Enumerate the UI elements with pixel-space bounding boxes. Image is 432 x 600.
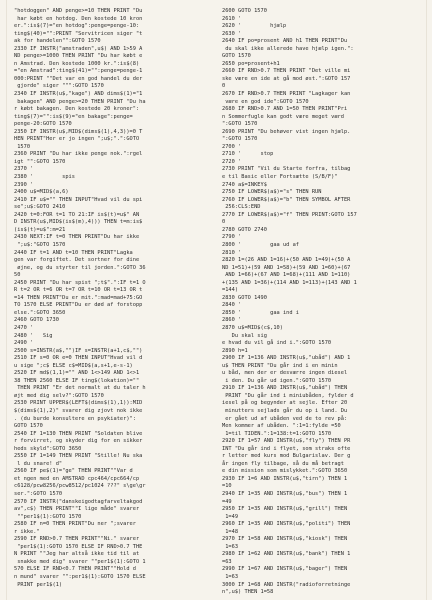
code-line: =49 (222, 498, 232, 505)
code-line: 2770 IF LOWER$(a$)="f" THEN PRINT:GOTO 157 (222, 211, 357, 218)
code-line: igt "":GOTO 1570 (14, 158, 66, 165)
code-line: 2470 ' (14, 324, 34, 331)
code-line: 2740 a$=INKEY$ (222, 181, 267, 188)
code-line: r købt bakagen. Den kostede 20 kroner": (14, 106, 140, 113)
code-line: ting$(7)="":is$(9)="en bakage":penge= (14, 113, 133, 120)
code-line: 2930 IF 1=6 AND INSTR(u$,"tirn") THEN 1 (222, 475, 348, 482)
code-line: 3000 IF 1=68 AND INSTR("radioforretninge (222, 581, 351, 588)
code-line: 2500 s=INSTR(a$,"")IF s=INSTR(a+1,c$,"") (14, 347, 143, 354)
code-line: 2760 IF LOWER$(a$)="b" THEN SYMBOL AFTER (222, 196, 351, 203)
code-line: +(135 AND 1=36)+(114 AND 1=113)+(143 AND 1 (222, 279, 357, 286)
code-line: 2590 IF RND>0.7 THEN PRINT""Ni." svarer (14, 536, 140, 543)
code-line: 1=49 (222, 513, 239, 520)
code-line: GOTO 1570 (222, 53, 251, 60)
code-line: 2650 po=prosent+h1 (222, 60, 280, 67)
code-line: er.":is$(7)="en hotdog":penge=penge-10: (14, 23, 140, 30)
code-line: Men kommer af ubåden. ":1=1:fylde =50 (222, 423, 341, 430)
code-line: 2860 ' (222, 317, 242, 324)
code-line: THEN PRINT "Er det normalt at du taler h (14, 385, 146, 392)
code-line: i den. Du går ud igen.":GOTO 1570 (222, 377, 332, 384)
code-line: 2480 ' Sig (14, 332, 53, 339)
code-line: 2870 u$=MID$(c$,10) (222, 324, 283, 331)
code-line: ="en Amstrad":ting$(41)="":penge=penge-1 (14, 68, 143, 75)
code-line: ":GOTO 1570 (222, 136, 258, 143)
code-line: 2390 ' (14, 181, 34, 188)
code-line: bakagen" AND penge>=20 THEN PRINT "Du ha (14, 98, 146, 105)
code-line: l du snare! d" (14, 460, 63, 467)
code-line: 2790 ' (222, 234, 242, 241)
code-line: minutters sejlads går du op i land. Du (222, 407, 348, 414)
code-line: D INSTR(u$,MID$(is$(m),4))) THEN t=m:is$ (14, 219, 143, 226)
code-line: gen var forgiftet. Det sortner for dine (14, 257, 140, 264)
code-line: 000:PRINT ""Det var en god handel du der (14, 75, 143, 82)
code-line: AND 1=66)+(67 AND 1=68)+(111 AND 1=110) (222, 272, 351, 279)
code-line: 1=48 (222, 528, 239, 535)
code-line: PRINT "Du går ind i miniubåden, fylder d (222, 392, 354, 399)
code-line: ND penge>=1000 THEN PRINT "Du har købt e (14, 53, 143, 60)
code-line: 2710 ' stop (222, 151, 274, 158)
code-line: c6128/pcw8256/pcw8512/pc1024 ???" s\ge\gr (14, 483, 146, 490)
code-line: 2660 IF RND>0.7 THEN PRINT "Det ville mi (222, 68, 351, 75)
code-line: 2330 IF INSTR("amstraden",u$) AND 1>59 A (14, 45, 143, 52)
code-line: (is$(t)=u$":m=21 (14, 226, 66, 233)
code-line: ""per1$(1):GOTO 1570 (14, 513, 82, 520)
code-line: "per1$(1):GOTO 1570 ELSE IF RND>0.7 THE (14, 543, 143, 550)
code-line: =14 THEN PRINT"Du er mit.":mad=mad+75:GO (14, 294, 143, 301)
code-line: gjorde" siger """:GOTO 1570 (14, 83, 104, 90)
code-line: "hotdoggen" AND penge>=10 THEN PRINT "Du (14, 8, 143, 14)
code-line: r letter med kurs mod Bulgarislav. Der g (222, 453, 351, 460)
code-line: $(dims$(1),2)" svarer dig zjovt nok ikke (14, 407, 143, 414)
code-line: PRINT per1$(1) (14, 581, 63, 588)
code-line: e hvad du vil gå ind i.":GOTO 1570 (222, 340, 332, 347)
code-line: 0 (222, 83, 226, 90)
code-line: r ikke." (14, 528, 40, 535)
code-line: 2630 ' (222, 30, 242, 37)
code-line: 2890 h=1 (222, 347, 248, 354)
code-line: 2550 IF 1=149 THEN PRINT "Stille! Nu ska (14, 453, 143, 460)
code-line: TO 1570 ELSE PRINT"Du er død af forstopp (14, 302, 143, 309)
code-line: penge-20:GOTO 1570 (14, 121, 72, 128)
code-line: 2670 IF RND>0.7 THEN PRINT "Lagkager kan (222, 91, 351, 98)
code-line: 2610 ' (222, 15, 242, 22)
code-line: heds skyld":GOTO 3650 (14, 445, 82, 452)
code-line: ser.":GOTO 1570 (14, 491, 63, 497)
code-line: 2690 PRINT "Du behøver vist ingen hjælp. (222, 128, 351, 135)
code-line: 2730 PRINT "Vil du Starte forfra, tilbag (222, 166, 351, 173)
code-line: u båd, men der er desværre ingen diesel (222, 370, 348, 377)
code-line: else.":GOTO 3650 (14, 309, 66, 316)
code-line: har købt en hotdog. Den kostede 10 kron (14, 15, 143, 22)
code-line: 2570 IF INSTR("danskeigodtagfarveltakgod (14, 498, 143, 505)
code-line: 1=63 (222, 543, 239, 550)
code-line: 2980 IF 1=62 AND INSTR(u$,"bank") THEN 1 (222, 551, 351, 558)
code-line: 2640 IF po=prosent AND h1 THEN PRINT"Du (222, 38, 348, 45)
code-line: 1570 (14, 143, 31, 150)
code-line: GOTO 1570 (14, 423, 43, 430)
code-line: 1=til TIDEN.":1=138:t=1:GOTO 1570 (222, 430, 332, 437)
code-line: 2560 IF pe$(1)="ge" THEN PRINT""Var d (14, 468, 133, 475)
code-line: r forvirret, og skyder dig for en sikker (14, 438, 143, 445)
code-line: ND 1=51)+(59 AND 1=58)+(59 AND 1=60)+(67 (222, 264, 351, 271)
code-line: ";u$:"GOTO 1570 (14, 241, 66, 248)
code-line: n Amstrad. Den kostede 1000 kr.":is$(8) (14, 60, 140, 67)
code-line: se";u$:GOTO 2410 (14, 204, 66, 211)
code-line: 2850 ' gaa ind i (222, 309, 300, 316)
code-line: 256:CLS:END (222, 204, 261, 211)
code-line: 2380 ' spis (14, 174, 75, 181)
code-line: 2970 IF 1=58 AND INSTR(u$,"kiosk") THEN (222, 536, 348, 543)
code-line: 570 ELSE IF RND<0.7 THEN PRINT""Hold d (14, 566, 136, 573)
code-line: 2370 ' (14, 166, 34, 173)
code-line: e din mission som mislykket.":GOTO 3650 (222, 468, 348, 475)
margin-line-right (426, 0, 427, 600)
code-line: 2400 u$=MID$(a,6) (14, 189, 69, 196)
code-line: 2600 GOTO 1570 (222, 8, 267, 14)
code-line: =10 (222, 483, 232, 490)
code-line: 50 (14, 272, 21, 279)
code-line: 2420 t=0:FOR t=1 TO 21:IF is$(t)=u$" AN (14, 211, 140, 218)
code-line: 2830 GOTO 1490 (222, 294, 267, 301)
code-line: et ngen med en AMSTRAD cpc464/cpc664/cp (14, 475, 140, 482)
code-line: . (du burde konsultere en psykiater)": (14, 415, 136, 422)
code-line: er gået ud af ubåden ved de to rev på: (222, 415, 351, 422)
code-line: 2510 IF s=0 OR e=0 THEN INPUT"Hvad vil d (14, 355, 143, 362)
code-line: øjne, og du styrter til jorden.":GOTO 36 (14, 264, 146, 271)
margin-line-left (6, 0, 7, 600)
code-line: 2540 IF 1=130 THEN PRINT "Soldaten blive (14, 430, 143, 437)
code-line: øjt med dig selv?":GOTO 1570 (14, 392, 104, 399)
code-line: av",c$) THEN PRINT""I lige måde" svarer (14, 506, 140, 513)
code-line: n Sommerfugle kan godt være meget værd (222, 113, 344, 120)
code-line: 2530 PRINT UPPER$(LEFT$(dims$(1),1)):MID (14, 400, 143, 407)
code-line: iesel på og begynder at sejle. Efter 20 (222, 400, 348, 407)
code-line: ske være en ide at gå mod øst.":GOTO 157 (222, 75, 351, 82)
code-line: være en god ide":GOTO 1570 (222, 98, 309, 105)
code-line: 2620 ' hjælp (222, 23, 287, 30)
code-line: år ingen fly tilbage, så du må betragt (222, 460, 344, 467)
code-line: 2440 IF t=1 AND t=10 THEN PRINT"Lagka (14, 249, 133, 256)
code-line: 2580 IF n=0 THEN PRINT"Du ner ";svarer (14, 521, 136, 528)
code-line: 38 THEN 2560 ELSE IF ting$(lokation)="" (14, 377, 140, 384)
code-line: 2960 IF 1=35 AND INSTR(u$,"politi") THEN (222, 521, 351, 528)
code-line: 2340 IF INSTR(u$,"kage") AND dims$(1)="1 (14, 91, 143, 98)
code-line: 2520 IF md$(1,1)="" AND 1<>149 AND 1<>1 (14, 370, 140, 377)
code-line: ak for handelen"":GOTO 1570 (14, 38, 101, 45)
code-line: 2820 1=(26 AND 1=16)+(50 AND 1=49)+(50 A (222, 257, 351, 264)
code-line: =63 (222, 558, 232, 565)
code-line: 2920 IF 1=57 AND INSTR(u$,"fly") THEN PR (222, 438, 351, 445)
code-line: 2490 ' (14, 340, 34, 347)
code-line: 2450 PRINT "Du har spist ";t$".":IF t=1 O (14, 279, 146, 286)
code-column-right (222, 8, 422, 597)
code-line: 2680 IF RND>0.7 AND 1=50 THEN PRINT"Pri (222, 106, 348, 113)
code-line: snakke med dig" svarer ""per1$(1):GOTO 1 (14, 558, 146, 565)
code-line: 2840 ' (222, 302, 242, 309)
code-line: 2780 GOTO 2740 (222, 226, 267, 233)
code-line: INT "Du går ind i flyet, som straks ofte (222, 445, 351, 452)
code-line: 2900 IF 1=136 AND INSTR(u$,"ubåd") AND 1 (222, 355, 351, 362)
code-line: ting$(40)="":PRINT "Servitricen siger "t (14, 30, 143, 37)
code-line: n mund" svarer "":per1$(1):GOTO 1570 ELSE (14, 574, 146, 581)
code-line: u$ THEN PRINT "Du går ind i en minin (222, 362, 338, 369)
code-line: 2410 IF u$="" THEN INPUT"Hvad vil du spi (14, 196, 143, 203)
code-line: 2910 IF 1=136 AND INSTR(u$,"ubåd") THEN (222, 385, 348, 392)
code-line: 2350 IF INSTR(u$,MID$(dims$(1),4,3))=0 T (14, 128, 143, 135)
code-line: HEN PRINT"Her er jo ingen ";u$;".":GOTO (14, 136, 140, 143)
code-line: n",u$) THEN 1=58 (222, 589, 274, 596)
code-line: 2940 IF 1=35 AND INSTR(u$,"bus") THEN 1 (222, 491, 348, 497)
code-line: 2950 IF 1=35 AND INSTR(u$,"grill") THEN (222, 506, 348, 513)
code-line: e til Basic eller Fortsætte (S/B/F)" (222, 174, 338, 181)
code-line: 2460 GOTO 1730 (14, 317, 59, 324)
code-line: 1=63 (222, 574, 239, 581)
code-line: 2990 IF 1=67 AND INSTR(u$,"bager") THEN (222, 566, 348, 573)
code-line: 2800 ' gaa ud af (222, 241, 300, 248)
code-line: 2720 ' (222, 158, 242, 165)
code-line: 2750 IF LOWER$(a$)="s" THEN RUN (222, 189, 322, 196)
code-line: 2360 PRINT "Du har ikke penge nok.":rgel (14, 151, 143, 158)
code-line: ":GOTO 1570 (222, 121, 258, 128)
code-line: u sige ";c$ ELSE c$=MID$(a,s+1,e-s-1) (14, 362, 133, 369)
code-line: du skal ikke allerede have hjælp igen.": (222, 45, 354, 52)
code-line: 2810 ' (222, 249, 242, 256)
code-column-left (14, 8, 214, 589)
code-line: 0 (222, 219, 226, 226)
code-line: N PRINT ""Jeg har altså ikke tid til at (14, 551, 140, 558)
code-line: 2430 NEXT:IF t=0 THEN PRINT"Du har ikke (14, 234, 140, 241)
code-line: Du skal sig (222, 332, 267, 339)
code-line: 2700 ' (222, 143, 242, 150)
code-line: R t=2 OR t=6 OR t=7 OR t=10 OR t=13 OR t (14, 287, 143, 294)
code-line: =144) (222, 287, 239, 294)
